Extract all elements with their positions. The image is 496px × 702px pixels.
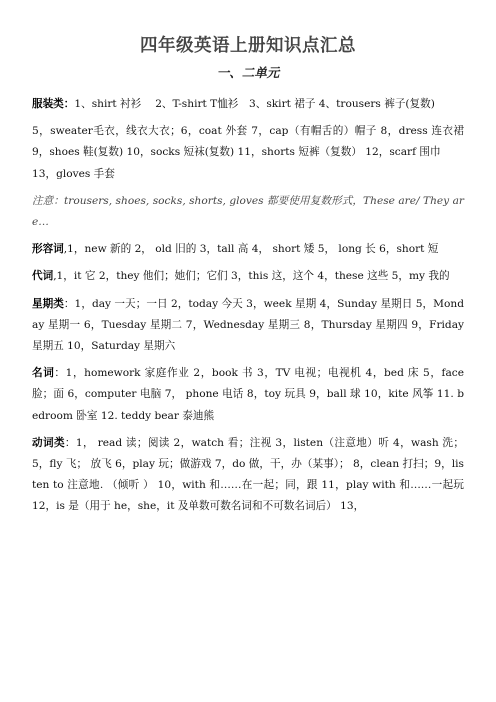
section-label: 名词 [32,367,55,380]
section-text: 1、shirt 衬衫 2、T-shirt T恤衫 3、skirt 裙子 4、trousers 裤子(复数) [74,98,435,110]
section-text: ：1， read 读；阅读 2，watch 看；注视 3，listen（注意地）听 4，wash 洗；5，fly 飞； 放飞 6，play 玩；做游戏 7，do 做，干，办（某事）； 8，clean 打扫；9，listen to 注意地. （倾听 ） 10，with 和……在一起；同，跟 11，play with 和……一起玩 12，is 是（用于 he，she，it 及单数可数名词和不可数名词后） 13， [32,436,464,513]
note-text: 注意：trousers, shoes, socks, shorts, gloves 都要使用复数形式，These are/ They are… [32,194,464,229]
section-label: 服装类： [32,98,75,110]
paragraph-adjectives [32,239,464,260]
section-text: ,1，new 新的 2， old 旧的 3，tall 高 4， short 矮 5， long 长 6，short 短 [63,243,439,256]
section-text: ,1，it 它 2，they 他们；她们；它们 3，this 这，这个 4，these 这些 5，my 我的 [53,270,450,283]
paragraph-pronouns [32,266,464,287]
paragraph-clothing-cont [32,121,464,163]
page-title: 四年级英语上册知识点汇总 [140,36,356,56]
section-text: ：1，homework 家庭作业 2，book 书 3，TV 电视；电视机 4，bed 床 5，face 脸；面 6，computer 电脑 7， phone 电话 8，toy 玩具 9，ball 球 10，kite 风筝 11. bedroom 卧室 12. teddy bear 泰迪熊 [32,367,464,422]
paragraph-clothing [32,94,464,115]
paragraph-nouns [32,363,464,427]
unit-subtitle: 一、二单元 [216,65,280,80]
paragraph-clothing-end [32,164,464,185]
section-text: 5，sweater毛衣，线衣大衣；6，coat 外套 7，cap（有帽舌的）帽子 8，dress 连衣裙 9，shoes 鞋(复数) 10，socks 短袜(复数) 11，shorts 短裤（复数） 12，scarf 围巾 [32,125,464,159]
paragraph-verbs [32,433,464,518]
section-label: 动词类 [32,436,65,449]
section-text: ：1，day 一天；一日 2，today 今天 3，week 星期 4，Sunday 星期日 5，Monday 星期一 6，Tuesday 星期二 7，Wednesday 星期三 8，Thursday 星期四 9，Friday 星期五 10，Saturday 星期六 [32,297,465,353]
paragraph-note [32,191,464,233]
section-label: 星期类 [32,297,64,310]
section-text: 13，gloves 手套 [32,167,115,180]
paragraph-weekdays [32,294,464,358]
section-label: 代词 [32,270,54,283]
section-label: 形容词 [32,243,64,256]
